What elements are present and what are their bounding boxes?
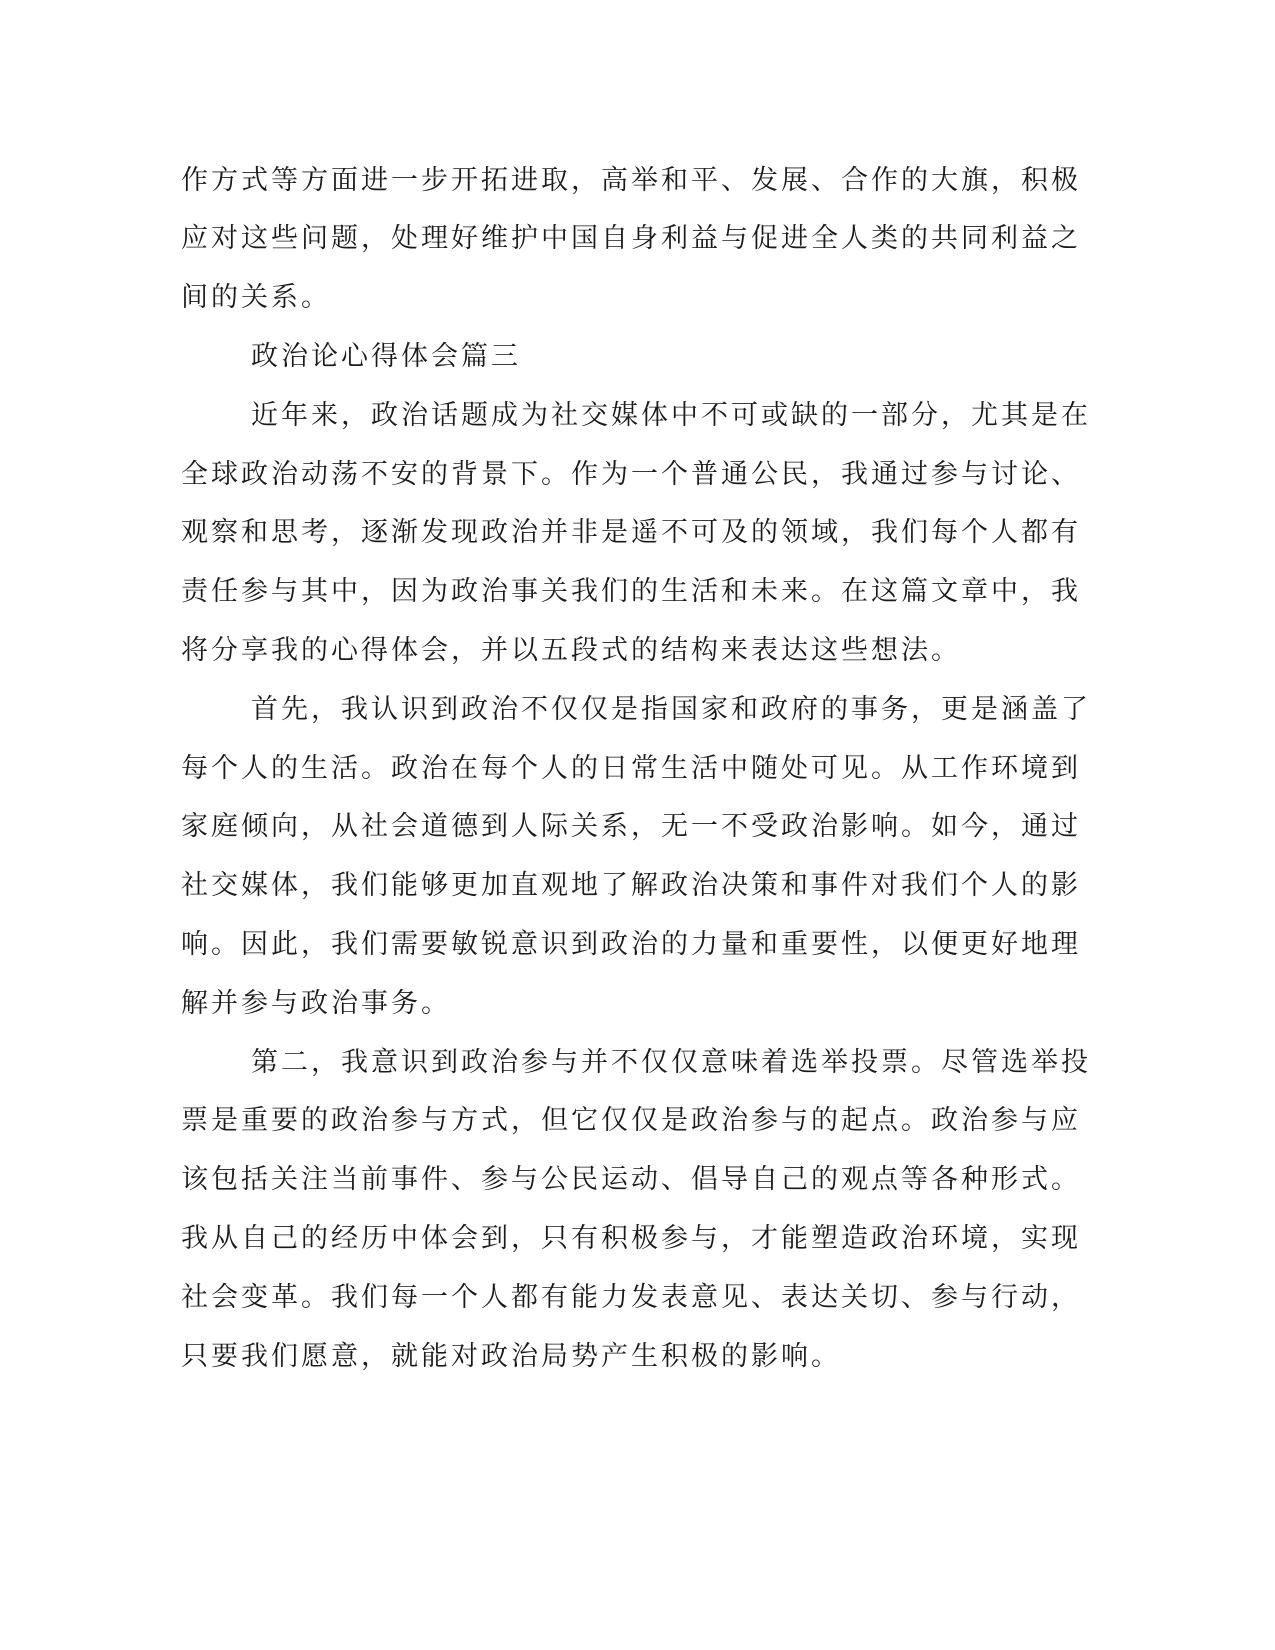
text-line: 将分享我的心得体会，并以五段式的结构来表达这些想法。 [181, 635, 961, 666]
text-line: 作方式等方面进一步开拓进取，高举和平、发展、合作的大旗，积极 [181, 165, 1081, 196]
text-line: 间的关系。 [181, 282, 331, 313]
text-line: 社交媒体，我们能够更加直观地了解政治决策和事件对我们个人的影 [181, 870, 1081, 901]
text-line: 近年来，政治话题成为社交媒体中不可或缺的一部分，尤其是在 [251, 400, 1091, 431]
text-line: 该包括关注当前事件、参与公民运动、倡导自己的观点等各种形式。 [181, 1164, 1081, 1195]
text-line: 响。因此，我们需要敏锐意识到政治的力量和重要性，以便更好地理 [181, 929, 1081, 960]
text-line: 观察和思考，逐渐发现政治并非是遥不可及的领域，我们每个人都有 [181, 517, 1081, 548]
text-line: 社会变革。我们每一个人都有能力发表意见、表达关切、参与行动， [181, 1282, 1081, 1313]
text-line: 每个人的生活。政治在每个人的日常生活中随处可见。从工作环境到 [181, 753, 1081, 784]
section-heading: 政治论心得体会篇三 [251, 341, 521, 372]
text-line: 只要我们愿意，就能对政治局势产生积极的影响。 [181, 1341, 841, 1372]
text-line: 家庭倾向，从社会道德到人际关系，无一不受政治影响。如今，通过 [181, 811, 1081, 842]
text-line: 责任参与其中，因为政治事关我们的生活和未来。在这篇文章中，我 [181, 576, 1081, 607]
text-line: 首先，我认识到政治不仅仅是指国家和政府的事务，更是涵盖了 [251, 694, 1091, 725]
text-line: 解并参与政治事务。 [181, 988, 451, 1019]
text-line: 我从自己的经历中体会到，只有积极参与，才能塑造政治环境，实现 [181, 1223, 1081, 1254]
text-line: 全球政治动荡不安的背景下。作为一个普通公民，我通过参与讨论、 [181, 459, 1081, 490]
text-line: 应对这些问题，处理好维护中国自身利益与促进全人类的共同利益之 [181, 223, 1081, 254]
text-line: 第二，我意识到政治参与并不仅仅意味着选举投票。尽管选举投 [251, 1047, 1091, 1078]
text-line: 票是重要的政治参与方式，但它仅仅是政治参与的起点。政治参与应 [181, 1105, 1081, 1136]
